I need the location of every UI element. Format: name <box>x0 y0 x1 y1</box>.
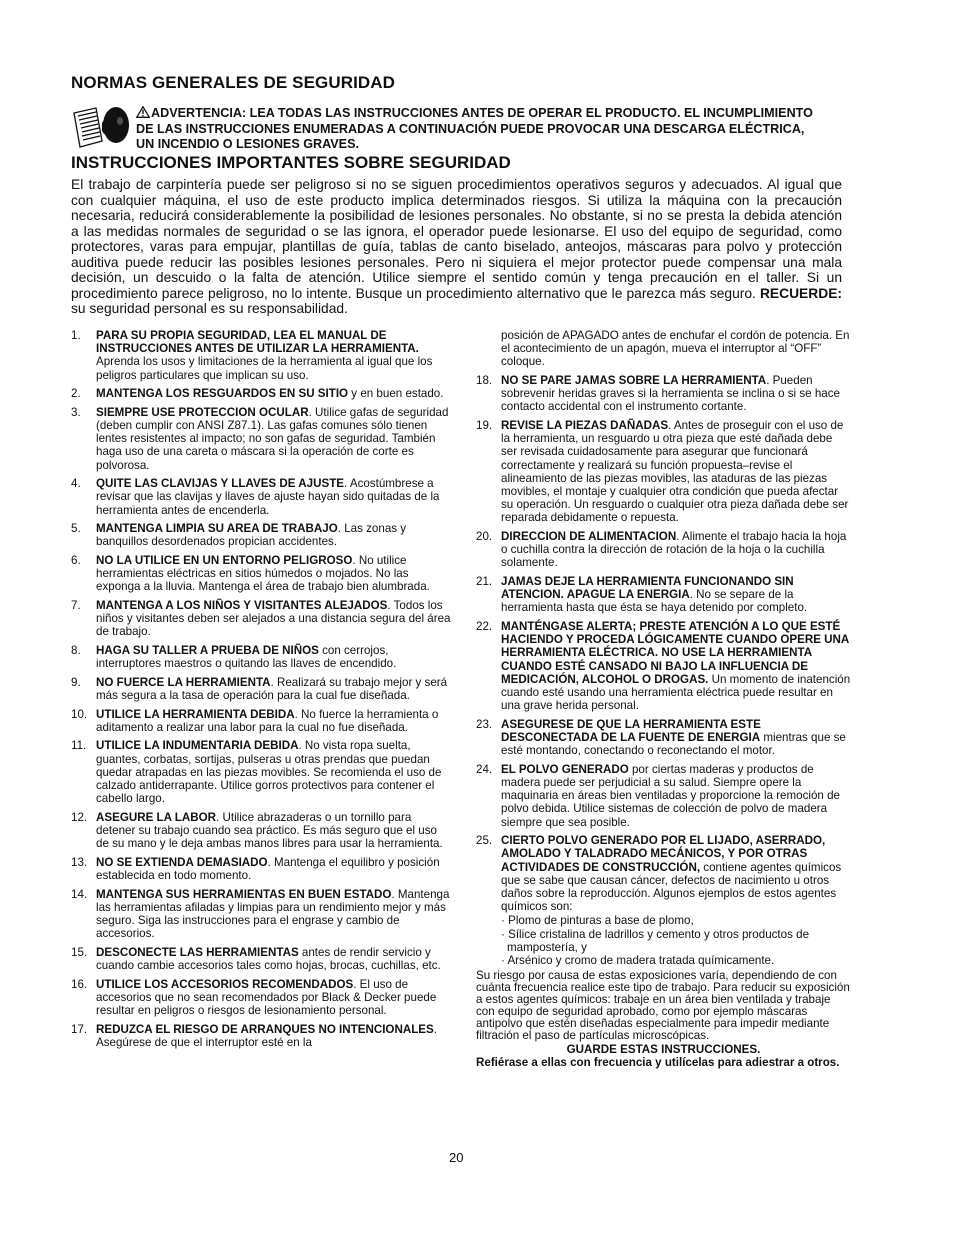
item-text: y en buen estado. <box>348 387 444 401</box>
item-number: 16. <box>71 977 88 991</box>
item-text: . Realizará su trabajo mejor y será más segura a la tasa de operación para la cual fue diseñada. <box>96 675 448 702</box>
list-item-21 <box>476 575 851 615</box>
list-item-17 <box>71 1023 451 1049</box>
intro-paragraph <box>71 177 842 317</box>
left-column <box>71 329 451 1054</box>
item-text: . Las zonas y banquillos desordenados propician accidentes. <box>96 522 407 549</box>
item-bold: ASEGURESE DE QUE LA HERRAMIENTA ESTE DESCONECTADA DE LA FUENTE DE ENERGIA <box>501 717 761 745</box>
item-bold: MANTENGA A LOS NIÑOS Y VISITANTES ALEJADOS <box>96 599 388 612</box>
item-bold: SIEMPRE USE PROTECCION OCULAR <box>96 405 309 419</box>
item-number: 17. <box>71 1022 88 1036</box>
item-bold: REDUZCA EL RIESGO DE ARRANQUES NO INTENCIONALES <box>96 1022 434 1036</box>
item-text: . No vista ropa suelta, guantes, corbatas, sortijas, pulseras u otras prendas que puedan quedar atrapadas en las piezas movibles. Se recomienda el uso de calzado antiderrapante. Utilice gorros protectivos para contener el cabello largo. <box>96 739 442 806</box>
item-number: 20. <box>476 530 493 544</box>
list-item-12 <box>71 811 451 851</box>
save-instructions: GUARDE ESTAS INSTRUCCIONES. <box>566 1042 761 1056</box>
item-number: 23. <box>476 717 493 731</box>
refer-text: Refiérase a ellas con frecuencia y utilícelas para adiestrar a otros. <box>476 1055 840 1069</box>
item-text: . No utilice herramientas eléctricas en sitios húmedos o mojados. No las exponga a la lluvia. Mantenga el área de trabajo bien alumbrada. <box>96 554 430 594</box>
item-text: . Asegúrese de que el interruptor esté en la <box>96 1022 437 1049</box>
list-item-2 <box>71 387 451 400</box>
list-item-14 <box>71 888 451 941</box>
risk-paragraph: Su riesgo por causa de estas exposiciones varía, dependiendo de con cuánta frecuencia realice este tipo de trabajo. Para reducir su exposición a estos agentes químicos: trabaje en un área bien ventilada y trabaje con equipo de seguridad aprobado, como por ejemplo máscaras antipolvo que estén diseñadas especialmente para impedir mediante filtración el paso de partículas microscópicas. <box>476 968 850 1042</box>
right-items <box>476 374 851 829</box>
list-item-19 <box>476 419 851 525</box>
item-number: 13. <box>71 855 88 869</box>
item-number: 11. <box>71 739 87 753</box>
list-item-5 <box>71 522 451 548</box>
item-bold: NO FUERCE LA HERRAMIENTA <box>96 675 271 689</box>
item-number: 22. <box>476 620 493 634</box>
list-item-11 <box>71 739 451 805</box>
item-text: . Antes de proseguir con el uso de la herramienta, un resguardo u otra pieza que esté dañada debe ser revisada cuidadosamente para asegurar que funcionará correctamente y realizará su función propuesta–revise el alineamiento de las piezas movibles, las ataduras de las piezas movibles, el montaje y cualquier otra condición que pueda afectar su operación. Un resguardo o cualquier otra pieza dañada debe ser reparada debidamente o repuesta. <box>501 419 849 525</box>
item-bold: ASEGURE LA LABOR <box>96 810 217 824</box>
list-item-18 <box>476 374 851 414</box>
item-number: 12. <box>71 810 88 824</box>
item-text: Un momento de inatención cuando esté usando una herramienta eléctrica puede resultar en una grave herida personal. <box>501 672 851 713</box>
list-item-6 <box>71 554 451 594</box>
intro-remember: RECUERDE: <box>759 285 842 301</box>
item-text: Aprenda los usos y limitaciones de la herramienta al igual que los peligros particulares que implican su uso. <box>96 355 433 382</box>
intro-text: El trabajo de carpintería puede ser peligroso si no se siguen procedimientos operativos seguros y adecuados. Al igual que con cualquier máquina, el uso de este producto implica determinados riesgos. Si utiliza la máquina con la precaución necesaria, reducirá considerablemente la posibilidad de lesiones personales. No obstante, si no se presta la debida atención a las medidas normales de seguridad o se las ignora, el operador puede lesionarse. El uso del equipo de seguridad, como protectores, varas para empujar, plantillas de guía, tablas de canto biselado, anteojos, máscaras para polvo y protección auditiva puede reducir las posibles lesiones personales. Pero ni siquiera el mejor protector puede compensar una mala decisión, un descuido o la falta de atención. Utilice siempre el sentido común y tenga precaución en el taller. Si un procedimiento parece peligroso, no lo intente. Busque un procedimiento alternativo que le parezca más seguro. <box>71 177 842 301</box>
item-number: 9. <box>71 675 81 689</box>
item-number: 15. <box>71 945 88 959</box>
item-bold: EL POLVO GENERADO <box>501 762 629 776</box>
read-manual-icon <box>72 101 130 151</box>
list-item-13 <box>71 856 451 882</box>
list-item-15 <box>71 946 451 972</box>
warning-text <box>136 106 826 153</box>
item-text: contiene agentes químicos que se sabe que causan cáncer, defectos de nacimiento u otros daños sobre la reproducción. Algunos ejemplos de estos agentes químicos son: <box>501 860 842 914</box>
item-number: 5. <box>71 522 81 536</box>
bullet-item: · Arsénico y cromo de madera tratada químicamente. <box>501 954 775 968</box>
item-number: 10. <box>71 707 88 721</box>
item-text: . Acostúmbrese a revisar que las clavijas y llaves de ajuste hayan sido quitadas de la herramienta antes de encenderla. <box>96 477 440 517</box>
item-bold: MANTENGA SUS HERRAMIENTAS EN BUEN ESTADO <box>96 887 392 901</box>
item-bold: HAGA SU TALLER A PRUEBA DE NIÑOS <box>96 644 319 657</box>
item-number: 4. <box>71 477 81 491</box>
intro-end: su seguridad personal es su responsabilidad. <box>71 301 348 316</box>
item-bold: QUITE LAS CLAVIJAS Y LLAVES DE AJUSTE <box>96 477 345 491</box>
item-text: . No se separe de la herramienta hasta que ésta se haya detenido por completo. <box>501 588 808 615</box>
item-number: 18. <box>476 374 493 387</box>
item-text: . No fuerce la herramienta o aditamento a realizar una labor para la cual no fue diseñada. <box>96 707 439 734</box>
item-text: antes de rendir servicio y cuando cambie accesorios tales como hojas, brocas, cuchillas, etc. <box>96 945 441 972</box>
item-text: . Utilice gafas de seguridad (deben cumplir con ANSI Z87.1). Las gafas comunes sólo tienen lentes resistentes al impacto; no son gafas de seguridad. También haga uso de una careta o máscara si la operación de corte es polvorosa. <box>96 405 449 472</box>
item-number: 24. <box>476 762 493 776</box>
item-text: mientras que se esté montando, conectando o reconectando el motor. <box>501 731 846 758</box>
list-item-3 <box>71 406 451 472</box>
warning-triangle-icon <box>136 106 150 118</box>
warning-message: ADVERTENCIA: LEA TODAS LAS INSTRUCCIONES ANTES DE OPERAR EL PRODUCTO. EL INCUMPLIMIENTO DE LAS INSTRUCCIONES ENUMERADAS A CONTINUACIÓN PUEDE PROVOCAR UNA DESCARGA ELÉCTRICA, UN INCENDIO O LESIONES GRAVES. <box>136 106 813 151</box>
right-column <box>476 329 851 1069</box>
item-bold: CIERTO POLVO GENERADO POR EL LIJADO, ASERRADO, AMOLADO Y TALADRADO MECÁNICOS, Y POR OTRAS ACTIVIDADES DE CONSTRUCCIÓN, <box>501 834 826 874</box>
item-bold: REVISE LA PIEZAS DAÑADAS <box>501 419 669 432</box>
item-number: 1. <box>71 329 81 342</box>
item-bold: DIRECCION DE ALIMENTACION <box>501 530 677 544</box>
item-number: 25. <box>476 834 493 848</box>
bullet-list <box>501 914 851 967</box>
item-bold: NO SE PARE JAMAS SOBRE LA HERRAMIENTA <box>501 374 767 387</box>
item-bold: DESCONECTE LAS HERRAMIENTAS <box>96 945 299 959</box>
list-item-7 <box>71 599 451 639</box>
item-number: 14. <box>71 887 88 901</box>
item-number: 3. <box>71 405 81 419</box>
item-number: 7. <box>71 599 81 612</box>
item-text: . Utilice abrazaderas o un tornillo para detener su trabajo cuando sea práctico. Es más seguro que el uso de su mano y le deja ambas manos libres para usar la herramienta. <box>96 810 443 851</box>
item-text: . Pueden sobrevenir heridas graves si la herramienta se inclina o si se hace contacto accidental con el instrumento cortante. <box>501 374 840 414</box>
list-item-10 <box>71 708 451 734</box>
item-text: . El uso de accesorios que no sean recomendados por Black & Decker puede resultar en peligros o riesgos de lesionamiento personal. <box>96 977 437 1017</box>
item-bold: JAMAS DEJE LA HERRAMIENTA FUNCIONANDO SIN ATENCION. APAGUE LA ENERGIA <box>501 575 794 602</box>
item-number: 8. <box>71 644 81 657</box>
item-bold: PARA SU PROPIA SEGURIDAD, LEA EL MANUAL DE INSTRUCCIONES ANTES DE UTILIZAR LA HERRAMIENTA. <box>96 329 419 356</box>
item-text: . Mantenga las herramientas afiladas y limpias para un rendimiento mejor y más seguro. Siga las instrucciones para el engrase y cambio de accesorios. <box>96 887 450 941</box>
list-item-4 <box>71 477 451 517</box>
item-bold: UTILICE LA INDUMENTARIA DEBIDA <box>96 739 299 753</box>
item-bold: UTILICE LOS ACCESORIOS RECOMENDADOS <box>96 977 354 991</box>
item-text: . Mantenga el equilibro y posición establecida en todo momento. <box>96 855 440 882</box>
list-item-20 <box>476 530 851 570</box>
section-heading-important: INSTRUCCIONES IMPORTANTES SOBRE SEGURIDAD <box>71 153 511 172</box>
item-text: por ciertas maderas y productos de madera puede ser perjudicial a su salud. Siempre opere la maquinaria en áreas bien ventiladas y proporcione la remoción de polvo debida. Utilice sistemas de colección de polvo de madera siempre que sea posible. <box>501 762 840 829</box>
list-item-25 <box>476 834 851 967</box>
item-bold: MANTÉNGASE ALERTA; PRESTE ATENCIÓN A LO QUE ESTÉ HACIENDO Y PROCEDA LÓGICAMENTE CUANDO OPERE UNA HERRAMIENTA ELÉCTRICA. NO USE LA HERRAMIENTA CUANDO ESTÉ CANSADO NI BAJO LA INFLUENCIA DE MEDICACIÓN, ALCOHOL O DROGAS. <box>501 620 849 686</box>
item-bold: MANTENGA LOS RESGUARDOS EN SU SITIO <box>96 387 349 401</box>
section-heading-general: NORMAS GENERALES DE SEGURIDAD <box>71 73 396 92</box>
list-item-9 <box>71 676 451 702</box>
item-text: con cerrojos, interruptores maestros o quitando las llaves de encendido. <box>96 644 397 671</box>
item-number: 2. <box>71 387 81 401</box>
item-number: 19. <box>476 419 493 432</box>
list-item-continuation <box>476 329 851 369</box>
item-text: . Alimente el trabajo hacia la hoja o cuchilla contra la dirección de rotación de la hoja o la cuchilla solamente. <box>501 530 847 570</box>
continuation-text: posición de APAGADO antes de enchufar el cordón de potencia. En el acontecimiento de un apagón, mueva el interruptor al “OFF” coloque. <box>501 329 850 369</box>
list-item-16 <box>71 978 451 1018</box>
item-bold: MANTENGA LIMPIA SU AREA DE TRABAJO <box>96 522 338 536</box>
item-text: . Todos los niños y visitantes deben ser alejados a una distancia segura del área de trabajo. <box>96 599 451 639</box>
item-number: 21. <box>476 575 493 589</box>
list-item-22 <box>476 620 851 712</box>
item-bold: UTILICE LA HERRAMIENTA DEBIDA <box>96 707 295 721</box>
item-bold: NO SE EXTIENDA DEMASIADO <box>96 855 268 869</box>
item-bold: NO LA UTILICE EN UN ENTORNO PELIGROSO <box>96 554 353 567</box>
page-number: 20 <box>449 1150 464 1165</box>
list-item-8 <box>71 644 451 670</box>
bullet-item: · Plomo de pinturas a base de plomo, <box>501 914 694 928</box>
list-item-1 <box>71 329 451 382</box>
bullet-item: · Sílice cristalina de ladrillos y cemento y otros productos de mampostería, y <box>501 927 810 954</box>
item-number: 6. <box>71 554 81 567</box>
list-item-23 <box>476 718 851 758</box>
list-item-24 <box>476 763 851 829</box>
